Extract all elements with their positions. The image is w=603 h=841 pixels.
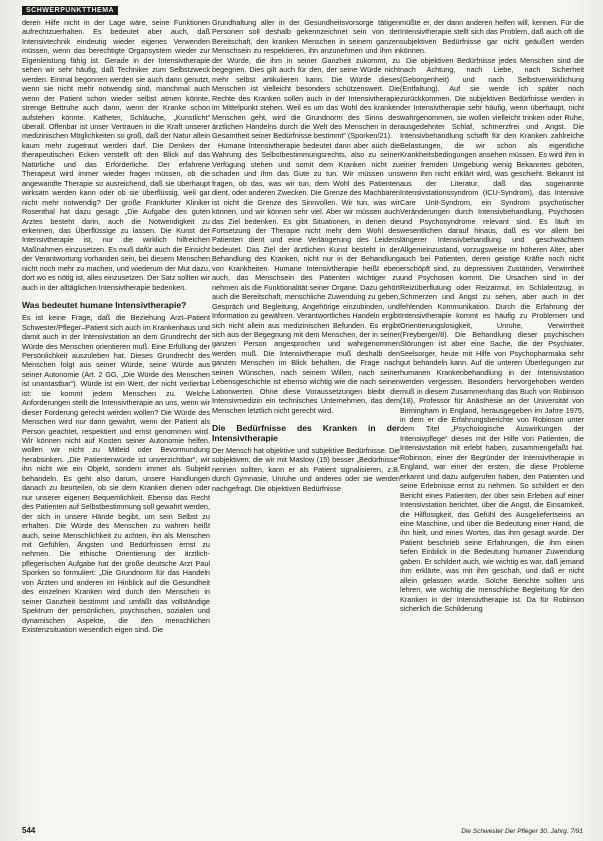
- paragraph: Humane Intensivtherapie bedeutet dann aber auch die Wahrung des Selbstbestimmungsrechts, also zu seiner Verfügung stehen und somit dem Kranken nicht zu schaden und ihm das Gute zu tun. Wir müssen uns fragen, ob das, was wir tun, dem Wohl des Patienten dient, oder anderen Zwecken. Die Grenze des Machbaren ist nicht die Grenze des Sinnvollen. Wir tun, was wir können, und wir können sehr viel. Aber wir müssen auch das Ziel bedenken. Es gibt Situationen, in denen die Fortsetzung der Therapie nicht mehr dem Wohl des Patienten dient und eine Verlängerung des Leidens bedeutet. Das Ziel der ärztlichen Kunst besteht in der Behandlung des Kranken, nicht nur in der Behandlung von Krankheiten. Humane Intensivtherapie heißt eben auch, das Menschsein des Patienten wichtiger zu nehmen als die Funktionalität seiner Organe. Dazu gehört auch die Bereitschaft, menschliche Zuwendung zu geben, Gespräch und Begleitung, Angehörige einzubinden, und Information zu gewähren. Verantwortliches Handeln ergibt sich nicht allein aus medizinischen Befunden. Es ergibt sich aus der Begegnung mit dem Menschen, der in seiner ganzen Person angesprochen und wahrgenommen werden muß. Die Intensivtherapie muß deshalb den ganzen Menschen im Blick behalten, die Frage nach seinen Wünschen, nach seinem Willen, nach seiner Lebensgeschichte ist ebenso wichtig wie die nach seinen Laborwerten. Ohne diese Voraussetzungen bleibt die Intensivmedizin ein technisches Unternehmen, das dem Menschen letztlich nicht gerecht wird.: [212, 140, 400, 415]
- paragraph: müßte er, der dann anderen helfen will, kennen. Für die Intensivtherapie stellt sich das Problem, daß auch oft die subjektiven Bedürfnisse gar nicht geäußert werden können.: [400, 18, 584, 56]
- journal-citation: Die Schwester Der Pfleger 30. Jahrg. 7/91: [461, 828, 583, 835]
- section-label: SCHWERPUNKTTHEMA: [22, 6, 118, 15]
- page-number: 544: [22, 826, 36, 835]
- section-heading: Was bedeutet humane Intensivtherapie?: [22, 300, 187, 311]
- paragraph: Der Mensch hat objektive und subjektive Bedürfnisse. Die subjektiven, die wir mit Maslow (15) besser „Bedürfnisse“ nennen sollten, kann er als Patient signalisieren, z.B. durch Gymnasie, Unruhe und anderes oder sie werden nachgefragt. Die objektiven Bedürfnisse: [212, 446, 400, 493]
- column-3: [400, 18, 584, 614]
- column-1: [22, 18, 210, 635]
- paragraph: deren Hilfe nicht in der Lage wäre, seine Funktionen aufrechtzuerhalten. Es bedeutet aber auch, daß Intensivtechnik eindeutig wieder eigenes Verwenden müssen, wenn das berechtigte Organsystem wieder zur Eigenleistung fähig ist. Gerade in der Intensivtherapie sehen wir sehr häufig, daß Techniker zum Selbstzweck werden. Einmal begonnen werden sie auch dann genutzt, wenn sie nicht mehr notwendig sind, manchmal auch wenn der Patient schon wieder selbst atmen könnte, strenge Bettruhe auch dann, wenn der Kranke schon aufstehen könnte. Katheter, Schläuche, „Kunstlicht“ überall. Offenbar ist unser Vertrauen in die Kraft unserer medizinischen Möglichkeiten so groß, daß der Natur allein kaum mehr zugetraut werden darf. Die Denken der therapeutischen Ecken verstellt oft den Blick auf das Natürliche und das Erforderliche. Der erfahrene Therapeut wird immer wieder fragen müssen, ob die angewandte Therapie so ausreichend, daß sie überhaupt wirksam werden kann oder ob sie überflüssig, weil gar nicht mehr notwendig? Der große Frankfurter Kliniker Rosenthal hat dazu gesagt: „Die Aufgabe des guten Arztes besteht darin, auch die Notwendigkeit zu erkennen, das Überflüssige zu lassen. Die Kunst der Intensivtherapie ist, nur die wirklich hilfreichen Maßnahmen einzusetzen. Es muß dafür auch die Einsicht der Verantwortung vorhanden sein, bei diesem Menschen nicht noch mehr zu machen, und wiederum der Mut dazu, dort wo es nötig ist, alles einzusetzen. Der Satz sollten wir auch in der alltäglichen Intensivtherapie bedenken.: [22, 18, 210, 292]
- section-heading: Die Bedürfnisse des Kranken in der Intensivtherapie: [212, 423, 400, 444]
- column-2: [212, 18, 400, 493]
- paragraph: Grundhaltung aller in der Gesundheitsvorsorge tätigen Personen soll deshalb gekennzeichnet sein von der Bereitschaft, den kranken Menschen in seinem ganzen Menschsein zu respektieren, ihn anzunehmen und ihm in der Würde, die ihm in seiner Ganzheit zukommt, zu begegnen. Dies gilt auch für den, der seine Würde nicht mehr selbst artikulieren kann. Die Würde dieses Menschen ist vielleicht besonders schützenswert. Die Rechte des Kranken sollen auch in der Intensivtherapie im Mittelpunkt stehen. Weil es um das Wohl des kranken Menschen geht, wird die Grundnorm des Sinns des ärztlichen Handelns durch die Welt des Menschen in der Gesamtheit seiner Bedürfnisse bestimmt“ (Sporken/21).: [212, 18, 400, 141]
- paragraph: Es ist keine Frage, daß die Beziehung Arzt–Patient Schwester/Pfleger–Patient sich auch im Krankenhaus und damit auch in der Intensivstation an dem Grundrecht der Würde des Menschen orientieren muß. Eine Erfüllung der Persönlichkeit auszuleben hat. Dieses Grundrecht des Menschen folgt aus seiner Würde, seine Würde aus seiner Autonomie (Art. 2 GG, „Die Würde des Menschen ist unantastbar“). Würde ist ein Wert, der nicht verlierbar ist: sie kommt jedem Menschen zu. Welche Anforderungen stellt die Intensivtherapie an uns, wenn wir dieser Forderung gerecht werden wollen? Die Würde des Menschen wird nur dann gewahrt, wenn der Patient als Person geachtet, respektiert und ernst genommen wird. Wir können nicht auf Kosten seiner Autonomie helfen, wollen wir nicht zu Mitleid oder Bevormundung herabsinken. „Die Patientenwürde ist unverzichtbar“, wir ihn nicht wie ein Objekt, sondern immer als Subjekt behandeln. Es geht also darum, unsere Handlungen danach zu beurteilen, ob sie dem Kranken dienen oder nur unserer eigenen Bequemlichkeit. Ebenso das Recht des Patienten auf Selbstbestimmung soll gewahrt werden, der sich in unsere Hände begibt, um sein Selbst zu erhalten. Die Würde des Menschen zu wahren heißt auch, seine Menschlichkeit zu achten, ihn als Menschen mit Gefühlen, Ängsten und Bedürfnissen ernst zu nehmen. Die ethische Orientierung der ärztlich-pflegerischen Aufgabe hat der große deutsche Arzt Paul Sporken so formuliert: „Die Grundnorm für das Handeln von Ärzten und anderen im Hinblick auf die Gesundheit des einzelnen Kranken wird durch den Menschen in seiner Ganzheit bestimmt und umfaßt das vollständige Spektrum der persönlichen, psychischen, sozialen und dynamischen Aspekte, die den menschlichen Existenzsituation wesentlich eigen sind. Die: [22, 313, 210, 635]
- paragraph: Die objektiven Bedürfnisse jedes Menschen sind die nach Achtung, nach Liebe, nach Sicherheit (Geborgenheit) und nach Selbstverwirklichung (Entfaltung). Auf sie werde ich später noch zurückkommen. Die subjektiven Bedürfnisse werden in der Intensivtherapie sehr häufig, wenn überhaupt, nicht wahrgenommen, sie wollen vielleicht trinken oder Ruhe, ausgedehnter Schlaf, schmerzfrei und Angst. Die Intensivbehandlung schafft für den Kranken zahlreiche Belastungen, die wir schon als eigentliche Krankheitsbedingungen ansehen müssen. Es wird ihm in einer fremden Umgebung wenig Bekanntes geboten, wenn ihm nicht erklärt wird, was geschieht. Bekannt ist aus der Literatur, daß das sogenannte Intensivstationssyndrom (ICU-Syndrom), das Intensive Care Unit-Syndrom, ein Syndrom psychotischer Veränderungen durch Intensivbehandlung, Psychosen und Psychosyndrome relevant sind. Es läuft im wesentlichen darauf hinaus, daß es vor allem bei längerer Intensivbehandlung und geschwächtem Allgemeinzustand, vorzugsweise im höheren Alter, aber auch bei Patienten, deren geistige Kräfte noch nicht erschöpft sind, zu depressiven Zuständen, Verwirrtheit und Psychosen kommt. Die Ursachen sind in der Reizüberflutung oder Reizarmut, im Schlafentzug, in Schmerzen und Angst zu sehen, aber auch in der fehlenden Kommunikation. Durch die Erfahrung der Intensivtherapie kommt es häufig zu Problemen und Orientierungslosigkeit, Unruhe, Verwirrtheit (Freyberger/8). Die Behandlung dieser psychischen Störungen ist aber eine Sache, die der Psychiater, Seelsorger, heute mit Hilfe von Psychopharmaka sehr gut behandeln kann. Auf die unteren Überlegungen zur humanen Krankenbehandlung in der Intensivstation werden vergessen. Besonders hervorgehoben werden muß in diesem Zusammenhang das Buch von Robinson (18), Professor für Anästhesie an der Universität von Birmingham in England, herausgegeben im Jahre 1975, in dem er die Erfahrungsberichte von Robinson unter dem Titel „Psychologische Auswirkungen der Intensivpflege“ dieses mit der Hilfe von Patienten, die Intensivstation mit erlebt haben, zusammengefaßt hat. Robinson, einer der Begründer der Intensivtherapie in England, war einer der ersten, die diese Probleme erkannt und dazu aufgerufen haben, den Patienten und seine Erlebnisse ernst zu nehmen. So schildert er den Bericht eines Patienten, der über sein Erleben auf einer Intensivstation berichtet, über die Angst, die Einsamkeit, die Hilflosigkeit, das Gefühl des Ausgeliefertseins an eine Maschine, und über die Bedeutung einer Hand, die ihn hielt, und eines Wortes, das ihm gesagt wurde. Der Patient beschrieb seine Erfahrungen, die ihm einen tiefen Einblick in die Bedeutung humaner Zuwendung gaben. Er schildert auch, wie wichtig es war, daß jemand ihm erklärte, was mit ihm geschah, und daß er nicht allein gelassen wurde. Solche Berichte sollten uns lehren, wie wichtig die menschliche Begleitung für den Kranken in der Intensivtherapie ist. Da für Robinson sicherlich die Schilderung: [400, 55, 584, 614]
